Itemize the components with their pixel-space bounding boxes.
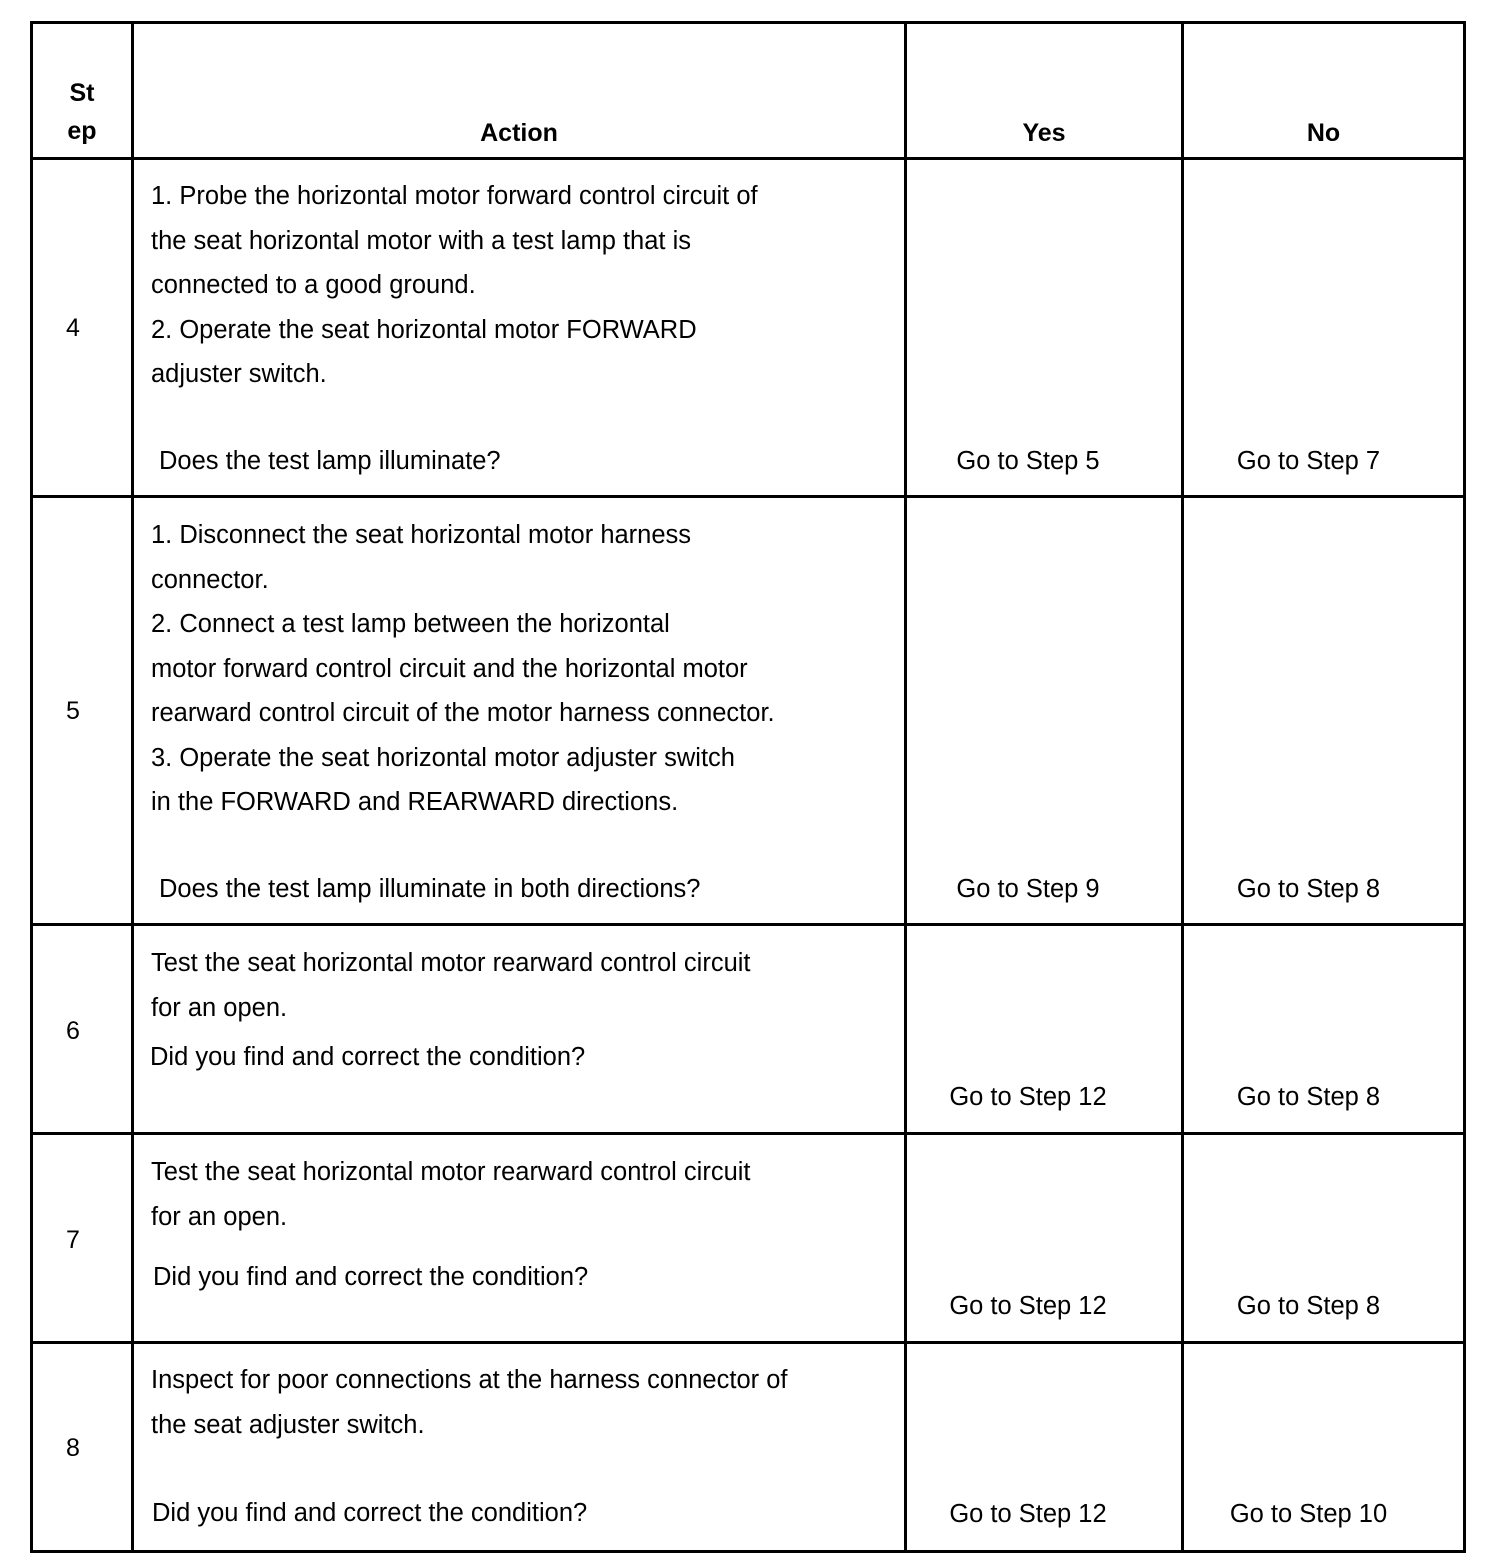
- table-border-left: [30, 21, 33, 1553]
- header-step-line2: ep: [67, 117, 97, 145]
- yes-result: Go to Step 12: [949, 1292, 1107, 1320]
- row-divider: [30, 923, 1466, 926]
- step-number: 6: [66, 1017, 80, 1045]
- action-text: [151, 174, 758, 397]
- action-line: 1. Disconnect the seat horizontal motor harness: [151, 521, 692, 549]
- yes-result: Go to Step 5: [956, 447, 1100, 475]
- step-number: 8: [66, 1434, 80, 1462]
- header-step: [33, 79, 131, 155]
- action-line: 3. Operate the seat horizontal motor adjuster switch: [151, 743, 735, 772]
- table-border-bottom: [30, 1550, 1466, 1553]
- row-divider: [30, 495, 1466, 498]
- no-result: Go to Step 7: [1236, 447, 1381, 475]
- action-line: connected to a good ground.: [151, 271, 476, 299]
- table-border-top: [30, 21, 1466, 24]
- step-number: 7: [66, 1226, 80, 1254]
- action-text: [151, 1150, 751, 1239]
- yes-result: Go to Step 12: [949, 1083, 1107, 1111]
- action-line: for an open.: [151, 1202, 288, 1231]
- action-question: Did you find and correct the condition?: [153, 1263, 589, 1291]
- action-line: motor forward control circuit and the horizontal motor: [151, 654, 748, 683]
- column-divider: [1181, 21, 1184, 1553]
- action-line: 2. Operate the seat horizontal motor FORWARD: [151, 315, 697, 344]
- action-question: Does the test lamp illuminate in both directions?: [159, 875, 701, 903]
- action-text: [151, 513, 775, 825]
- action-text: [151, 1358, 787, 1447]
- action-line: 2. Connect a test lamp between the horizontal: [151, 610, 670, 638]
- header-yes: Yes: [1022, 119, 1066, 147]
- action-question: Did you find and correct the condition?: [150, 1043, 586, 1071]
- action-line: the seat horizontal motor with a test lamp that is: [151, 226, 692, 255]
- step-number: 4: [66, 314, 80, 342]
- header-action: Action: [480, 119, 558, 147]
- table-border-right: [1463, 21, 1466, 1553]
- column-divider: [131, 21, 134, 1553]
- row-divider: [30, 1132, 1466, 1135]
- action-line: adjuster switch.: [151, 360, 327, 388]
- action-line: Test the seat horizontal motor rearward control circuit: [151, 1158, 751, 1186]
- action-text: [151, 941, 751, 1030]
- no-result: Go to Step 8: [1236, 1083, 1381, 1111]
- row-divider: [30, 1341, 1466, 1344]
- action-line: connector.: [151, 565, 269, 594]
- action-line: Inspect for poor connections at the harness connector of: [151, 1366, 788, 1394]
- no-result: Go to Step 8: [1236, 1292, 1381, 1320]
- yes-result: Go to Step 12: [949, 1500, 1107, 1528]
- action-line: in the FORWARD and REARWARD directions.: [151, 788, 679, 816]
- action-line: rearward control circuit of the motor harness connector.: [151, 699, 775, 727]
- no-result: Go to Step 10: [1229, 1500, 1388, 1528]
- action-line: for an open.: [151, 993, 288, 1022]
- header-no: No: [1306, 119, 1341, 147]
- header-step-line1: St: [69, 79, 95, 107]
- diagnostic-table: [30, 21, 1466, 1553]
- column-divider: [904, 21, 907, 1553]
- step-number: 5: [66, 697, 80, 725]
- action-question: Did you find and correct the condition?: [152, 1499, 588, 1527]
- row-divider: [30, 157, 1466, 160]
- action-line: the seat adjuster switch.: [151, 1410, 425, 1439]
- action-line: 1. Probe the horizontal motor forward control circuit of: [151, 182, 758, 210]
- action-question: Does the test lamp illuminate?: [159, 447, 501, 475]
- no-result: Go to Step 8: [1236, 875, 1381, 903]
- action-line: Test the seat horizontal motor rearward control circuit: [151, 949, 751, 977]
- yes-result: Go to Step 9: [956, 875, 1100, 903]
